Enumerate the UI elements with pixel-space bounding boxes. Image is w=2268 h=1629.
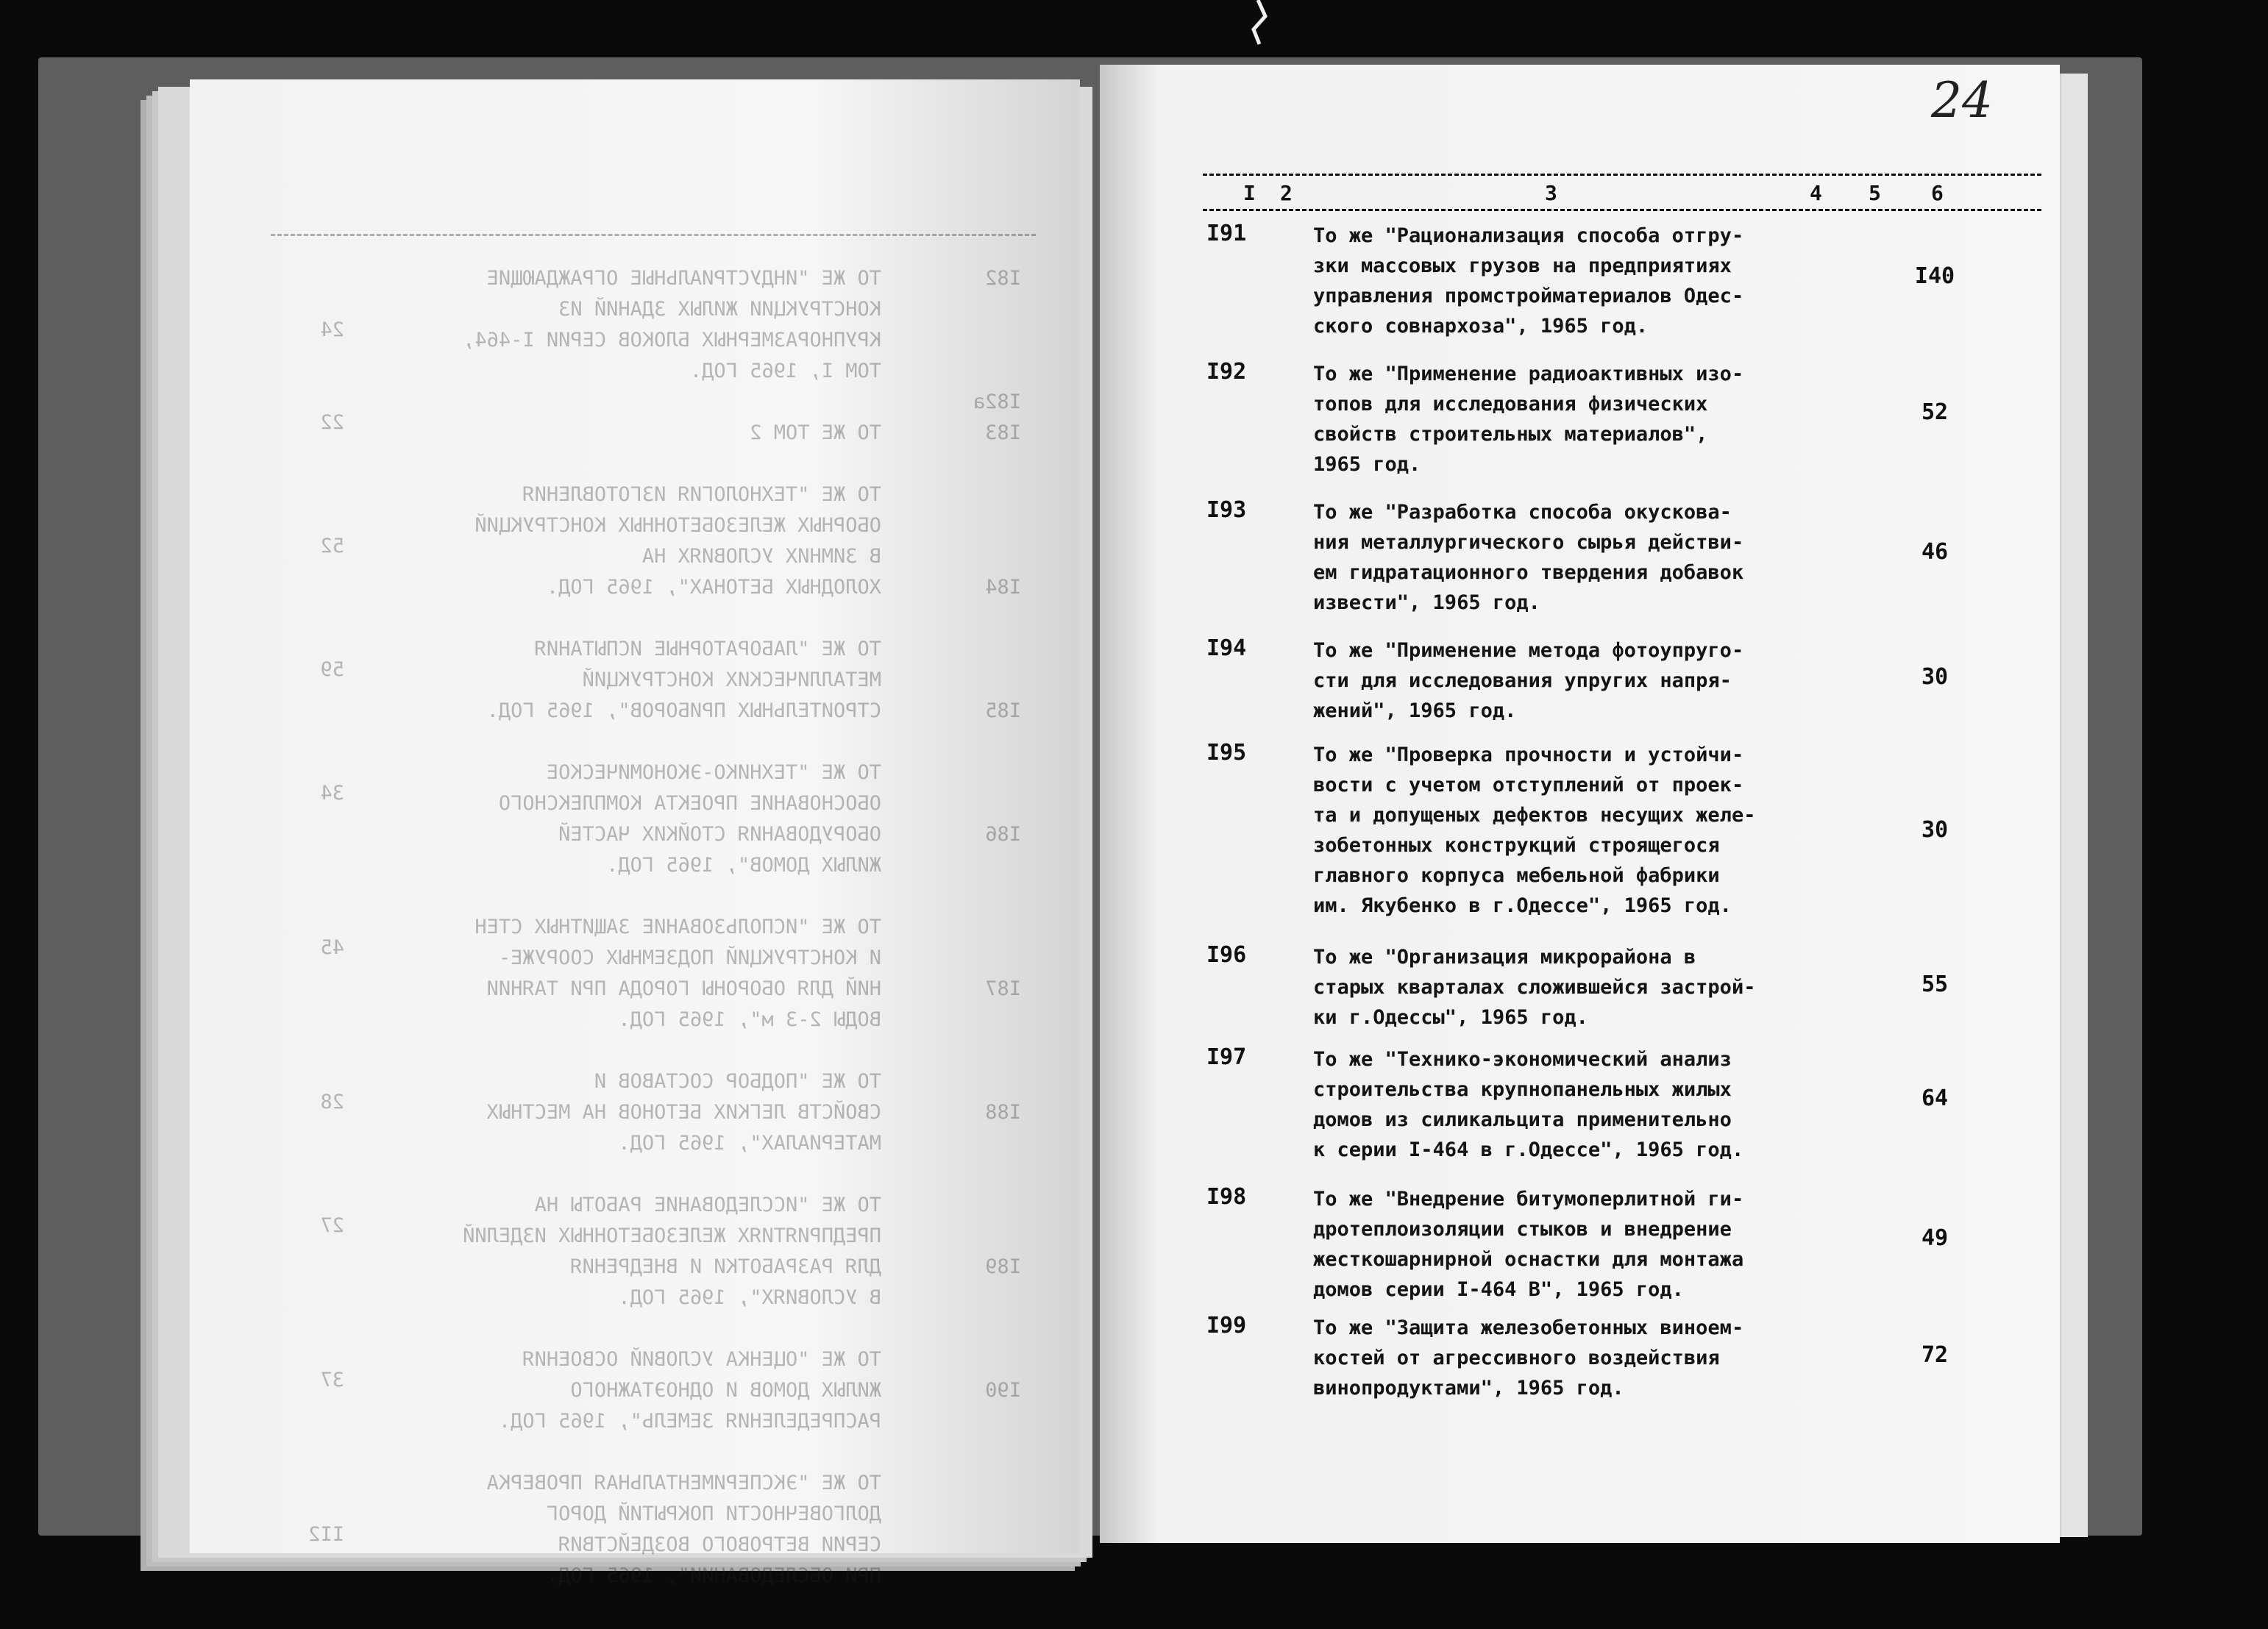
column-header-2: 2	[1280, 181, 1293, 205]
row-number: I98	[1206, 1184, 1247, 1210]
row-number: I92	[1206, 359, 1247, 385]
scan-artifact-mark	[1243, 0, 1273, 44]
row-quantity: 30	[1921, 664, 1949, 690]
row-quantity: 52	[1921, 399, 1949, 425]
row-number: I93	[1206, 497, 1247, 523]
row-title: То же "Технико-экономический анализ строительства крупнопанельных жилых домов из силикальцита применительно к серии I-464 в г.Одессе", 1965 год.	[1313, 1048, 1744, 1161]
row-number: I91	[1206, 221, 1247, 246]
right-page	[1100, 65, 2060, 1543]
bleed-through-text: ТО ЖЕ "ИНДУСТРИАЛЬНЫЕ ОГРАЖДАЮЩИЕ КОНСТРУКЦИИ ЖИЛЫХ ЗДАНИЙ ИЗ КРУПНОРАЗМЕРНЫХ БЛОКОВ СЕРИИ I-464, ТОМ I, 1965 ГОД. ТО ЖЕ ТОМ 2 ТО ЖЕ "ТЕХНОЛОГИЯ ИЗГОТОВЛЕНИЯ ОБОРНЫХ ЖЕЛЕЗОБЕТОННЫХ КОНСТРУКЦИЙ В ЗИМНИХ УСЛОВИЯХ НА ХОЛОДНЫХ БЕТОНАХ", 1965 ГОД. ТО ЖЕ "ЛАБОРАТОРНЫЕ ИСПЫТАНИЯ МЕТАЛЛИЧЕСКИХ КОНСТРУКЦИЙ СТРОИТЕЛЬНЫХ ПРИБОРОВ", 1965 ГОД. ТО ЖЕ "ТЕХНИКО-ЭКОНОМИЧЕСКОЕ ОБОСНОВАНИЕ ПРОЕКТА КОМПЛЕКСНОГО ОБОРУДОВАНИЯ СТОЙКИХ ЧАСТЕЙ ЖИЛЫХ ДОМОВ", 1965 ГОД. ТО ЖЕ "ИСПОЛЬЗОВАНИЕ ЗАЩИТНЫХ СТЕН И КОНСТРУКЦИЙ ПОДЗЕМНЫХ СООРУЖЕ- НИЙ ДЛЯ ОБОРОНЫ ГОРОДА ПРИ ТАЯНИИ ВОДЫ 2-3 м", 1965 ГОД. ТО ЖЕ "ПОДБОР СОСТАВОВ И СВОЙСТВ ЛЕГКИХ БЕТОНОВ НА МЕСТНЫХ МАТЕРИАЛАХ", 1965 ГОД. ТО ЖЕ "ИССЛЕДОВАНИЕ РАБОТЫ НА ПРЕДПРИЯТИЯХ ЖЕЛЕЗОБЕТОННЫХ ИЗДЕЛИЙ ДЛЯ РАЗРАБОТКИ И ВНЕДРЕНИЯ В УСЛОВИЯХ", 1965 ГОД. ТО ЖЕ "ОЦЕНКА УСЛОВИЙ ОСВОЕНИЯ ЖИЛЫХ ДОМОВ И ОДНОЭТАЖНОГО РАСПРЕДЕЛЕНИЯ ЗЕМЕЛЬ", 1965 ГОД. ТО ЖЕ "ЭКСПЕРИМЕНТАЛЬНАЯ ПРОВЕРКА ДОЛГОВЕЧНОСТИ ПОКРЫТИЙ ДОРОГ СЕРИИ ВЕТРОВОГО ВОЗДЕЙСТВИЯ ПРИ ОБСЛЕДОВАНИИ", 1965 ГОД. I82 I82a I83 I84 I85 I86 I87 I88 I89 I90 24 22 52 59 34 45 28 27 37 II2	[190, 79, 1080, 1553]
column-header-1: I	[1243, 181, 1256, 205]
row-quantity: 72	[1921, 1342, 1949, 1368]
row-quantity: 55	[1921, 972, 1949, 997]
row-number: I95	[1206, 740, 1247, 766]
row-title: То же "Проверка прочности и устойчи- вости с учетом отступлений от проек- та и допущеных дефектов несущих желе- зобетонных конструкций строящегося главного корпуса мебельной фабрики им. Якубенко в г.Одессе", 1965 год.	[1313, 744, 1756, 917]
row-quantity: 49	[1921, 1225, 1949, 1251]
row-number: I96	[1206, 942, 1247, 968]
column-header-4: 4	[1810, 181, 1822, 205]
row-number: I97	[1206, 1044, 1247, 1070]
row-title: То же "Организация микрорайона в старых кварталах сложившейся застрой- ки г.Одессы", 1965 год.	[1313, 946, 1756, 1029]
column-header-6: 6	[1931, 181, 1944, 205]
row-title: То же "Внедрение битумоперлитной ги- дротеплоизоляции стыков и внедрение жесткошарнирной оснастки для монтажа домов серии I-464 В", 1965 год.	[1313, 1188, 1744, 1301]
row-quantity: 64	[1921, 1086, 1949, 1111]
row-title: То же "Разработка способа окускова- ния металлургического сырья действи- ем гидратационного твердения добавок извести", 1965 год.	[1313, 501, 1744, 614]
row-quantity: 46	[1921, 539, 1949, 565]
left-page	[190, 79, 1080, 1587]
row-number: I99	[1206, 1313, 1247, 1339]
row-title: То же "Защита железобетонных виноем- костей от агрессивного воздействия винопродуктами", 1965 год.	[1313, 1316, 1744, 1400]
row-title: То же "Рационализация способа отгру- зки массовых грузов на предприятиях управления промстройматериалов Одес- ского совнархоза", 1965 год.	[1313, 224, 1744, 338]
row-quantity: 30	[1921, 817, 1949, 843]
row-number: I94	[1206, 635, 1247, 661]
row-quantity: I40	[1914, 263, 1955, 289]
column-header-5: 5	[1869, 181, 1881, 205]
row-title: То же "Применение радиоактивных изо- топов для исследования физических свойств строительных материалов", 1965 год.	[1313, 363, 1744, 476]
right-page-edge	[2060, 74, 2088, 1537]
column-header-3: 3	[1545, 181, 1557, 205]
page-number: 24	[1931, 72, 1993, 129]
header-rule-bottom	[1203, 209, 2041, 211]
row-title: То же "Применение метода фотоупруго- сти для исследования упругих напря- жений", 1965 год.	[1313, 639, 1744, 722]
header-rule-top	[1203, 174, 2041, 176]
